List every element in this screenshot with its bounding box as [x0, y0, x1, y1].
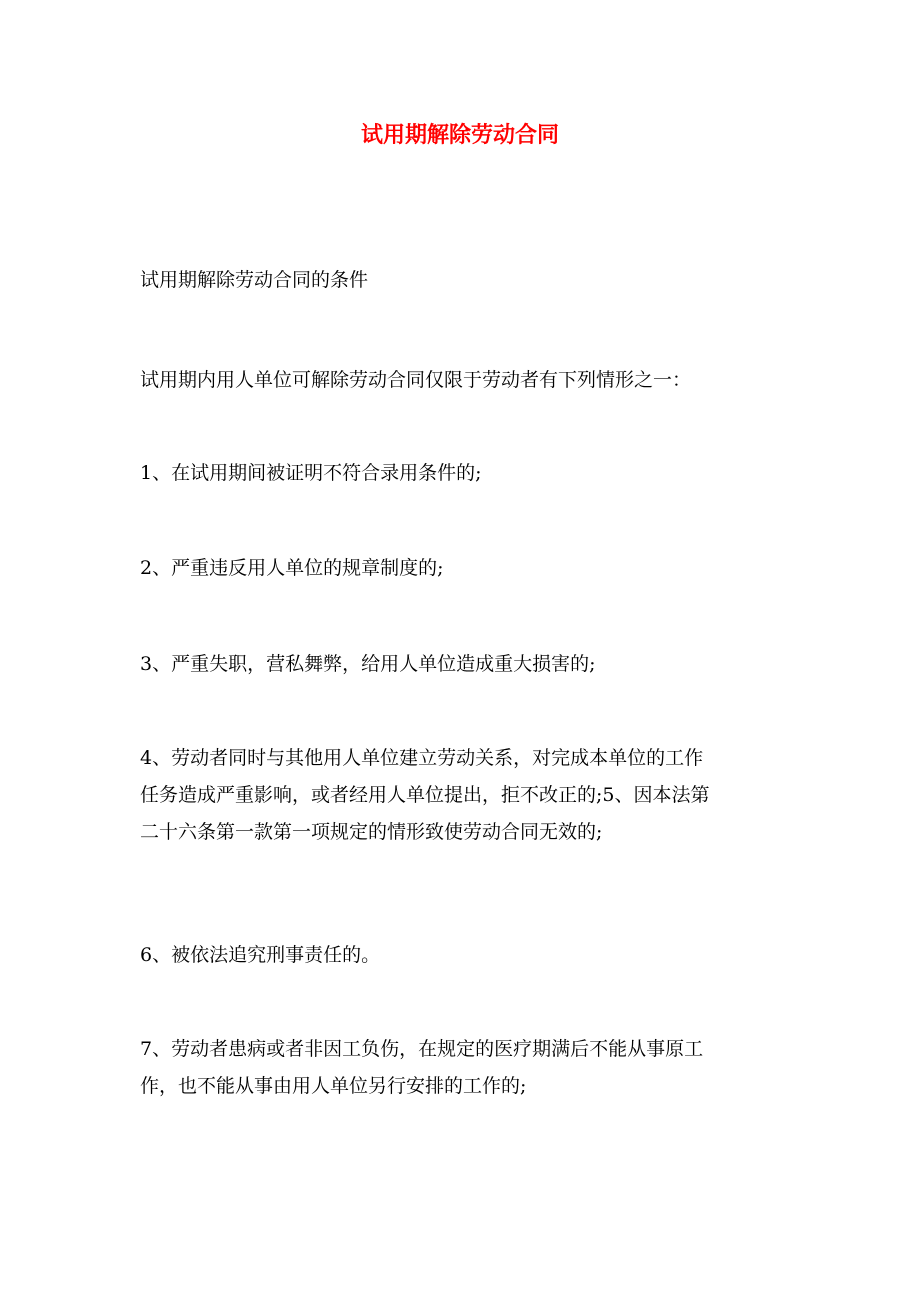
list-item-1: 1、在试用期间被证明不符合录用条件的; [140, 462, 482, 484]
subheading: 试用期解除劳动合同的条件 [140, 269, 369, 291]
intro-paragraph: 试用期内用人单位可解除劳动合同仅限于劳动者有下列情形之一： [140, 369, 692, 391]
list-item-4 [140, 740, 790, 851]
list-item-4-line-3: 二十六条第一款第一项规定的情形致使劳动合同无效的; [140, 821, 603, 843]
list-item-4-line-2: 任务造成严重影响，或者经用人单位提出，拒不改正的;5、因本法第 [140, 784, 710, 806]
list-item-7-line-2: 作，也不能从事由用人单位另行安排的工作的; [140, 1075, 527, 1097]
list-item-4-line-1: 4、劳动者同时与其他用人单位建立劳动关系，对完成本单位的工作 [140, 747, 704, 769]
document-title: 试用期解除劳动合同 [360, 123, 559, 148]
list-item-3: 3、严重失职，营私舞弊，给用人单位造成重大损害的; [140, 653, 596, 675]
list-item-2: 2、严重违反用人单位的规章制度的; [140, 557, 444, 579]
list-item-7-line-1: 7、劳动者患病或者非因工负伤，在规定的医疗期满后不能从事原工 [140, 1038, 704, 1060]
list-item-7 [140, 1031, 790, 1105]
list-item-6: 6、被依法追究刑事责任的。 [140, 944, 381, 966]
